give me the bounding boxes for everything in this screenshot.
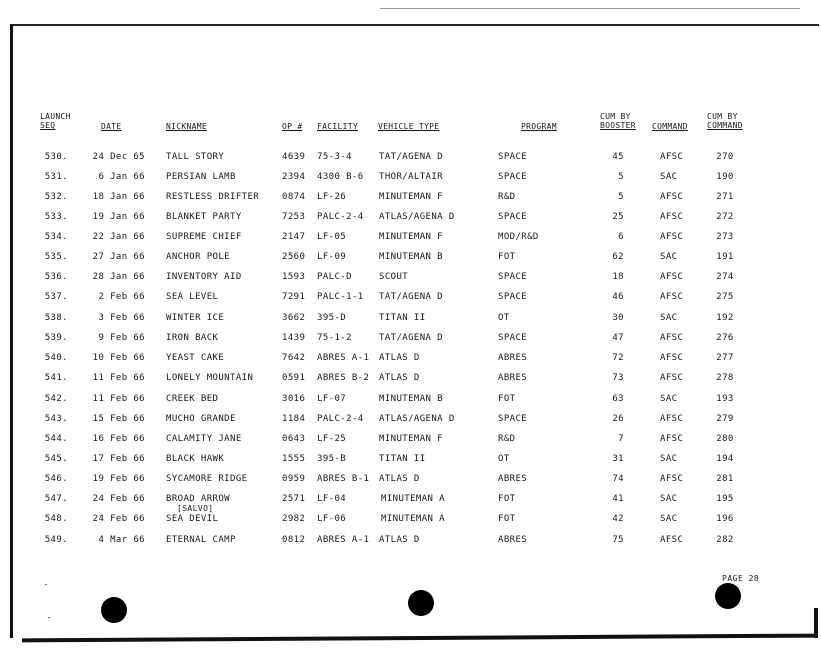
cell-date: 10 Feb 66	[92, 353, 145, 363]
cell-facility: 75-3-4	[317, 152, 352, 162]
cell-nickname: YEAST CAKE	[166, 353, 225, 363]
cell-command: AFSC	[660, 192, 684, 202]
cell-program: SPACE	[498, 172, 528, 182]
cell-program: SPACE	[498, 152, 528, 162]
cell-program: SPACE	[498, 272, 528, 282]
cell-command: AFSC	[660, 152, 684, 162]
cell-cum-booster: 18	[612, 272, 624, 282]
cell-seq: 543.	[44, 414, 68, 424]
cell-cum-booster: 6	[618, 232, 624, 242]
cell-nickname: BROAD ARROW	[166, 494, 231, 504]
cell-facility: 395-D	[317, 313, 347, 323]
cell-cum-command: 193	[716, 394, 734, 404]
cell-seq: 530.	[44, 152, 68, 162]
cell-cum-command: 280	[716, 434, 734, 444]
cell-facility: PALC-2-4	[317, 414, 364, 424]
cell-cum-booster: 25	[612, 212, 624, 222]
cell-vehicle-type: MINUTEMAN A	[381, 514, 446, 524]
cell-cum-booster: 7	[618, 434, 624, 444]
cell-command: SAC	[660, 514, 678, 524]
cell-cum-command: 192	[716, 313, 734, 323]
cell-seq: 531.	[44, 172, 68, 182]
cell-nickname: ANCHOR POLE	[166, 252, 231, 262]
cell-program: ABRES	[498, 535, 528, 545]
header-vehicle-type: VEHICLE TYPE	[378, 122, 440, 131]
cell-nickname: CREEK BED	[166, 394, 219, 404]
cell-nickname: SEA DEVIL	[166, 514, 219, 524]
cell-vehicle-type: TITAN II	[379, 313, 426, 323]
cell-nickname: BLANKET PARTY	[166, 212, 242, 222]
cell-facility: 75-1-2	[317, 333, 352, 343]
scan-top-line	[380, 8, 800, 9]
cell-facility: LF-25	[317, 434, 347, 444]
cell-date: 27 Jan 66	[92, 252, 145, 262]
cell-facility: ABRES A-1	[317, 535, 370, 545]
cell-op: 1593	[282, 272, 306, 282]
page-number: PAGE 28	[722, 574, 760, 583]
cell-vehicle-type: MINUTEMAN F	[379, 192, 444, 202]
cell-program: SPACE	[498, 212, 528, 222]
header-launch-seq-line2: SEQ	[40, 121, 56, 130]
cell-vehicle-type: MINUTEMAN B	[379, 252, 444, 262]
cell-date: 4 Mar 66	[98, 535, 145, 545]
header-op: OP #	[282, 122, 303, 131]
cell-program: SPACE	[498, 292, 528, 302]
cell-cum-booster: 75	[612, 535, 624, 545]
cell-cum-booster: 45	[612, 152, 624, 162]
cell-nickname: LONELY MOUNTAIN	[166, 373, 254, 383]
cell-program: OT	[498, 313, 510, 323]
cell-date: 24 Feb 66	[92, 514, 145, 524]
cell-seq: 533.	[44, 212, 68, 222]
cell-nickname: SYCAMORE RIDGE	[166, 474, 248, 484]
cell-facility: ABRES B-2	[317, 373, 370, 383]
cell-vehicle-type: TAT/AGENA D	[379, 152, 444, 162]
cell-op: 2982	[282, 514, 306, 524]
header-program: PROGRAM	[521, 122, 557, 131]
scan-speck	[48, 617, 50, 618]
cell-seq: 549.	[44, 535, 68, 545]
cell-cum-command: 190	[716, 172, 734, 182]
salvo-note: [SALVO]	[177, 504, 214, 513]
cell-facility: 4300 B-6	[317, 172, 364, 182]
header-nickname: NICKNAME	[166, 122, 207, 131]
cell-cum-booster: 31	[612, 454, 624, 464]
cell-cum-command: 282	[716, 535, 734, 545]
cell-cum-booster: 62	[612, 252, 624, 262]
cell-nickname: SEA LEVEL	[166, 292, 219, 302]
cell-facility: LF-09	[317, 252, 347, 262]
cell-seq: 548.	[44, 514, 68, 524]
cell-op: 2394	[282, 172, 306, 182]
cell-cum-booster: 63	[612, 394, 624, 404]
cell-program: FOT	[498, 252, 516, 262]
cell-date: 6 Jan 66	[98, 172, 145, 182]
header-cum-command-line2: COMMAND	[707, 121, 743, 130]
cell-cum-booster: 5	[618, 172, 624, 182]
cell-cum-command: 278	[716, 373, 734, 383]
cell-command: AFSC	[660, 292, 684, 302]
cell-program: OT	[498, 454, 510, 464]
cell-op: 0812	[282, 535, 306, 545]
cell-date: 15 Feb 66	[92, 414, 145, 424]
cell-op: 2571	[282, 494, 306, 504]
cell-nickname: MUCHO GRANDE	[166, 414, 236, 424]
cell-facility: LF-04	[317, 494, 347, 504]
cell-date: 24 Dec 65	[92, 152, 145, 162]
cell-vehicle-type: ATLAS D	[379, 373, 420, 383]
cell-cum-command: 277	[716, 353, 734, 363]
cell-vehicle-type: MINUTEMAN F	[379, 232, 444, 242]
cell-command: AFSC	[660, 212, 684, 222]
cell-program: ABRES	[498, 373, 528, 383]
cell-op: 3662	[282, 313, 306, 323]
cell-program: FOT	[498, 394, 516, 404]
cell-cum-command: 281	[716, 474, 734, 484]
binder-hole-center	[408, 590, 434, 616]
cell-date: 19 Jan 66	[92, 212, 145, 222]
cell-op: 0874	[282, 192, 306, 202]
cell-nickname: SUPREME CHIEF	[166, 232, 242, 242]
cell-vehicle-type: ATLAS/AGENA D	[379, 212, 455, 222]
cell-program: FOT	[498, 514, 516, 524]
cell-cum-command: 194	[716, 454, 734, 464]
cell-command: SAC	[660, 172, 678, 182]
cell-command: AFSC	[660, 232, 684, 242]
cell-cum-booster: 73	[612, 373, 624, 383]
cell-cum-command: 275	[716, 292, 734, 302]
cell-facility: LF-07	[317, 394, 347, 404]
cell-seq: 545.	[44, 454, 68, 464]
cell-nickname: RESTLESS DRIFTER	[166, 192, 260, 202]
cell-facility: PALC-1-1	[317, 292, 364, 302]
cell-seq: 546.	[44, 474, 68, 484]
cell-vehicle-type: TITAN II	[379, 454, 426, 464]
cell-nickname: WINTER ICE	[166, 313, 225, 323]
cell-op: 1555	[282, 454, 306, 464]
cell-cum-command: 191	[716, 252, 734, 262]
cell-seq: 532.	[44, 192, 68, 202]
cell-cum-booster: 30	[612, 313, 624, 323]
cell-cum-command: 196	[716, 514, 734, 524]
cell-nickname: CALAMITY JANE	[166, 434, 242, 444]
cell-vehicle-type: TAT/AGENA D	[379, 333, 444, 343]
cell-date: 22 Jan 66	[92, 232, 145, 242]
header-facility: FACILITY	[317, 122, 358, 131]
cell-vehicle-type: TAT/AGENA D	[379, 292, 444, 302]
cell-op: 3016	[282, 394, 306, 404]
header-command: COMMAND	[652, 122, 688, 131]
cell-cum-booster: 46	[612, 292, 624, 302]
cell-cum-command: 271	[716, 192, 734, 202]
cell-nickname: INVENTORY AID	[166, 272, 242, 282]
cell-op: 0591	[282, 373, 306, 383]
cell-seq: 539.	[44, 333, 68, 343]
cell-cum-booster: 74	[612, 474, 624, 484]
cell-program: R&D	[498, 434, 516, 444]
cell-command: AFSC	[660, 434, 684, 444]
cell-facility: PALC-D	[317, 272, 352, 282]
cell-cum-command: 276	[716, 333, 734, 343]
header-cum-booster-line2: BOOSTER	[600, 121, 636, 130]
cell-vehicle-type: ATLAS D	[379, 474, 420, 484]
cell-program: FOT	[498, 494, 516, 504]
cell-program: R&D	[498, 192, 516, 202]
cell-facility: LF-06	[317, 514, 347, 524]
cell-op: 4639	[282, 152, 306, 162]
cell-vehicle-type: ATLAS D	[379, 353, 420, 363]
cell-op: 7291	[282, 292, 306, 302]
cell-op: 0959	[282, 474, 306, 484]
cell-cum-command: 274	[716, 272, 734, 282]
cell-cum-command: 272	[716, 212, 734, 222]
cell-nickname: IRON BACK	[166, 333, 219, 343]
cell-cum-command: 195	[716, 494, 734, 504]
cell-date: 3 Feb 66	[98, 313, 145, 323]
document-page	[10, 24, 819, 638]
cell-program: MOD/R&D	[498, 232, 539, 242]
cell-seq: 535.	[44, 252, 68, 262]
cell-program: ABRES	[498, 474, 528, 484]
cell-vehicle-type: MINUTEMAN B	[379, 394, 444, 404]
cell-cum-command: 273	[716, 232, 734, 242]
cell-date: 11 Feb 66	[92, 373, 145, 383]
cell-date: 2 Feb 66	[98, 292, 145, 302]
cell-program: SPACE	[498, 414, 528, 424]
cell-cum-booster: 41	[612, 494, 624, 504]
cell-vehicle-type: ATLAS D	[379, 535, 420, 545]
cell-command: AFSC	[660, 272, 684, 282]
cell-cum-command: 279	[716, 414, 734, 424]
scan-speck	[45, 584, 47, 585]
cell-facility: 395-B	[317, 454, 347, 464]
cell-seq: 537.	[44, 292, 68, 302]
cell-date: 18 Jan 66	[92, 192, 145, 202]
binder-hole-left	[101, 597, 127, 623]
cell-seq: 540.	[44, 353, 68, 363]
cell-date: 28 Jan 66	[92, 272, 145, 282]
header-launch-seq-line1: LAUNCH	[40, 112, 71, 121]
cell-date: 16 Feb 66	[92, 434, 145, 444]
cell-seq: 544.	[44, 434, 68, 444]
cell-seq: 542.	[44, 394, 68, 404]
cell-seq: 534.	[44, 232, 68, 242]
cell-vehicle-type: SCOUT	[379, 272, 409, 282]
cell-command: AFSC	[660, 353, 684, 363]
cell-date: 24 Feb 66	[92, 494, 145, 504]
cell-seq: 536.	[44, 272, 68, 282]
cell-seq: 538.	[44, 313, 68, 323]
cell-cum-booster: 26	[612, 414, 624, 424]
cell-facility: ABRES B-1	[317, 474, 370, 484]
cell-date: 17 Feb 66	[92, 454, 145, 464]
cell-op: 1439	[282, 333, 306, 343]
cell-nickname: TALL STORY	[166, 152, 225, 162]
cell-facility: LF-26	[317, 192, 347, 202]
cell-cum-booster: 72	[612, 353, 624, 363]
cell-date: 9 Feb 66	[98, 333, 145, 343]
cell-op: 1184	[282, 414, 306, 424]
cell-vehicle-type: THOR/ALTAIR	[379, 172, 444, 182]
cell-date: 19 Feb 66	[92, 474, 145, 484]
cell-command: AFSC	[660, 333, 684, 343]
cell-cum-command: 270	[716, 152, 734, 162]
cell-command: SAC	[660, 494, 678, 504]
cell-command: SAC	[660, 394, 678, 404]
cell-op: 7642	[282, 353, 306, 363]
cell-command: AFSC	[660, 414, 684, 424]
cell-command: AFSC	[660, 535, 684, 545]
cell-op: 7253	[282, 212, 306, 222]
cell-cum-booster: 5	[618, 192, 624, 202]
cell-program: ABRES	[498, 353, 528, 363]
cell-command: SAC	[660, 454, 678, 464]
cell-seq: 547.	[44, 494, 68, 504]
cell-seq: 541.	[44, 373, 68, 383]
cell-program: SPACE	[498, 333, 528, 343]
cell-nickname: PERSIAN LAMB	[166, 172, 236, 182]
cell-command: AFSC	[660, 474, 684, 484]
cell-cum-booster: 42	[612, 514, 624, 524]
cell-facility: ABRES A-1	[317, 353, 370, 363]
cell-nickname: ETERNAL CAMP	[166, 535, 236, 545]
cell-facility: LF-05	[317, 232, 347, 242]
cell-command: SAC	[660, 313, 678, 323]
cell-op: 0643	[282, 434, 306, 444]
cell-op: 2147	[282, 232, 306, 242]
page-right-edge	[814, 608, 818, 638]
header-cum-booster-line1: CUM BY	[600, 112, 631, 121]
cell-date: 11 Feb 66	[92, 394, 145, 404]
cell-command: AFSC	[660, 373, 684, 383]
cell-vehicle-type: MINUTEMAN F	[379, 434, 444, 444]
cell-facility: PALC-2-4	[317, 212, 364, 222]
cell-cum-booster: 47	[612, 333, 624, 343]
cell-nickname: BLACK HAWK	[166, 454, 225, 464]
cell-vehicle-type: ATLAS/AGENA D	[379, 414, 455, 424]
cell-op: 2560	[282, 252, 306, 262]
header-cum-command-line1: CUM BY	[707, 112, 738, 121]
cell-vehicle-type: MINUTEMAN A	[381, 494, 446, 504]
binder-hole-right	[715, 583, 741, 609]
cell-command: SAC	[660, 252, 678, 262]
header-date: DATE	[101, 122, 122, 131]
